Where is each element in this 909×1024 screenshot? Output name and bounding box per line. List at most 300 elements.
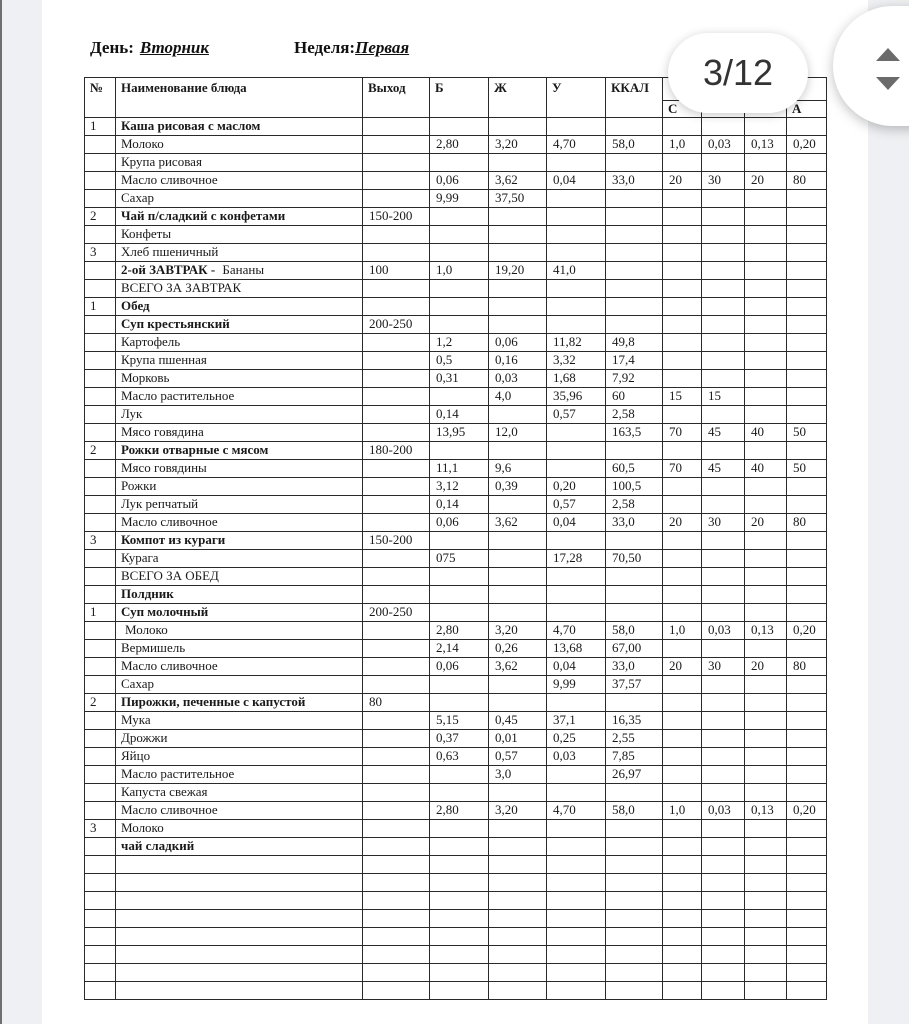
vitamin-a-cell xyxy=(787,280,827,298)
dish-name-text: Обед xyxy=(121,298,150,313)
dish-name-text: Яйцо xyxy=(121,748,151,763)
vitamin-2-cell: 30 xyxy=(702,658,745,676)
row-number-cell xyxy=(85,982,116,1000)
table-row xyxy=(85,640,827,658)
yield-cell xyxy=(363,622,430,640)
table-row xyxy=(85,226,827,244)
vitamin-a-cell xyxy=(787,604,827,622)
carbs-cell xyxy=(547,226,606,244)
table-row xyxy=(85,352,827,370)
kcal-cell xyxy=(606,442,663,460)
yield-cell: 180-200 xyxy=(363,442,430,460)
row-number-cell xyxy=(85,460,116,478)
dish-name-text: Вермишель xyxy=(121,640,186,655)
carbs-cell xyxy=(547,586,606,604)
fat-cell xyxy=(489,856,547,874)
row-number-cell xyxy=(85,874,116,892)
kcal-cell xyxy=(606,838,663,856)
row-number-cell xyxy=(85,406,116,424)
vitamin-3-cell xyxy=(745,784,787,802)
vitamin-2-cell: 45 xyxy=(702,460,745,478)
vitamin-2-cell: 45 xyxy=(702,424,745,442)
yield-cell xyxy=(363,514,430,532)
vitamin-2-cell xyxy=(702,748,745,766)
protein-cell xyxy=(430,226,489,244)
dish-name-text: Мука xyxy=(121,712,151,727)
vitamin-c-cell xyxy=(663,370,702,388)
col-subheader-a: А xyxy=(787,101,827,118)
fat-cell xyxy=(489,568,547,586)
vitamin-a-cell: 80 xyxy=(787,658,827,676)
col-header-protein: Б xyxy=(430,78,489,118)
protein-cell xyxy=(430,838,489,856)
vitamin-a-cell: 0,20 xyxy=(787,622,827,640)
menu-table-body xyxy=(85,118,827,1000)
protein-cell: 9,99 xyxy=(430,190,489,208)
vitamin-2-cell xyxy=(702,118,745,136)
kcal-cell xyxy=(606,946,663,964)
vitamin-a-cell xyxy=(787,892,827,910)
dish-name-cell xyxy=(116,694,363,712)
vitamin-3-cell xyxy=(745,334,787,352)
table-row xyxy=(85,460,827,478)
table-row xyxy=(85,244,827,262)
row-number-cell xyxy=(85,550,116,568)
dish-name-text: Дрожжи xyxy=(121,730,168,745)
vitamin-3-cell xyxy=(745,388,787,406)
vitamin-3-cell xyxy=(745,766,787,784)
kcal-cell xyxy=(606,208,663,226)
dish-name-cell xyxy=(116,892,363,910)
yield-cell: 80 xyxy=(363,694,430,712)
day-value: Вторник xyxy=(139,38,209,57)
vitamin-2-cell xyxy=(702,280,745,298)
table-row xyxy=(85,604,827,622)
row-number-cell xyxy=(85,262,116,280)
carbs-cell xyxy=(547,604,606,622)
vitamin-3-cell xyxy=(745,712,787,730)
row-number-cell xyxy=(85,424,116,442)
vitamin-2-cell xyxy=(702,190,745,208)
vitamin-c-cell xyxy=(663,910,702,928)
vitamin-a-cell xyxy=(787,388,827,406)
dish-name-text: Лук репчатый xyxy=(121,496,199,511)
row-number-cell xyxy=(85,154,116,172)
vitamin-c-cell xyxy=(663,280,702,298)
vitamin-2-cell xyxy=(702,640,745,658)
table-row xyxy=(85,154,827,172)
vitamin-a-cell xyxy=(787,262,827,280)
protein-cell: 0,63 xyxy=(430,748,489,766)
dish-name-text: ВСЕГО ЗА ОБЕД xyxy=(121,568,219,583)
row-number-cell xyxy=(85,316,116,334)
vitamin-a-cell xyxy=(787,766,827,784)
fat-cell xyxy=(489,964,547,982)
kcal-cell xyxy=(606,532,663,550)
fat-cell xyxy=(489,694,547,712)
vitamin-2-cell xyxy=(702,568,745,586)
vitamin-c-cell: 70 xyxy=(663,460,702,478)
dish-name-text: Масло сливочное xyxy=(121,658,218,673)
kcal-cell xyxy=(606,118,663,136)
protein-cell xyxy=(430,118,489,136)
vitamin-2-cell xyxy=(702,586,745,604)
carbs-cell: 0,03 xyxy=(547,748,606,766)
protein-cell xyxy=(430,586,489,604)
vitamin-a-cell: 80 xyxy=(787,172,827,190)
fat-cell: 3,20 xyxy=(489,136,547,154)
vitamin-3-cell xyxy=(745,532,787,550)
protein-cell xyxy=(430,244,489,262)
table-row xyxy=(85,910,827,928)
fat-cell: 0,26 xyxy=(489,640,547,658)
week-label: Неделя: xyxy=(294,38,356,57)
yield-cell xyxy=(363,946,430,964)
dish-name-text: Морковь xyxy=(121,370,170,385)
fat-cell xyxy=(489,892,547,910)
vitamin-c-cell: 20 xyxy=(663,658,702,676)
carbs-cell xyxy=(547,892,606,910)
kcal-cell xyxy=(606,982,663,1000)
col-subheader-c: С xyxy=(663,101,702,118)
dish-name-cell xyxy=(116,532,363,550)
vitamin-3-cell: 0,13 xyxy=(745,802,787,820)
fat-cell xyxy=(489,784,547,802)
page-indicator: 3/12 xyxy=(668,33,808,113)
vitamin-c-cell xyxy=(663,262,702,280)
row-number-cell xyxy=(85,784,116,802)
vitamin-c-cell xyxy=(663,406,702,424)
fat-cell: 0,01 xyxy=(489,730,547,748)
vitamin-a-cell xyxy=(787,298,827,316)
fat-cell xyxy=(489,244,547,262)
vitamin-2-cell xyxy=(702,316,745,334)
vitamin-2-cell xyxy=(702,334,745,352)
yield-cell xyxy=(363,118,430,136)
vitamin-c-cell xyxy=(663,352,702,370)
protein-cell xyxy=(430,856,489,874)
table-row xyxy=(85,424,827,442)
table-row xyxy=(85,766,827,784)
dish-name-cell xyxy=(116,172,363,190)
table-row xyxy=(85,586,827,604)
yield-cell xyxy=(363,928,430,946)
table-row xyxy=(85,208,827,226)
vitamin-2-cell xyxy=(702,892,745,910)
fat-cell xyxy=(489,676,547,694)
fat-cell xyxy=(489,406,547,424)
protein-cell: 2,80 xyxy=(430,622,489,640)
row-number-cell xyxy=(85,802,116,820)
vitamin-2-cell xyxy=(702,730,745,748)
vitamin-3-cell xyxy=(745,316,787,334)
table-row xyxy=(85,442,827,460)
carbs-cell: 0,04 xyxy=(547,514,606,532)
vitamin-3-cell xyxy=(745,352,787,370)
carbs-cell xyxy=(547,154,606,172)
table-row xyxy=(85,406,827,424)
vitamin-a-cell: 80 xyxy=(787,514,827,532)
yield-cell xyxy=(363,352,430,370)
fat-cell xyxy=(489,154,547,172)
carbs-cell: 4,70 xyxy=(547,802,606,820)
vitamin-a-cell xyxy=(787,478,827,496)
fat-cell: 37,50 xyxy=(489,190,547,208)
vitamin-c-cell xyxy=(663,946,702,964)
dish-name-text: Каша рисовая с маслом xyxy=(121,118,261,133)
kcal-cell: 100,5 xyxy=(606,478,663,496)
vitamin-2-cell: 0,03 xyxy=(702,136,745,154)
vitamin-3-cell xyxy=(745,676,787,694)
vitamin-3-cell xyxy=(745,478,787,496)
day-label: День: xyxy=(90,38,134,57)
protein-cell xyxy=(430,154,489,172)
kcal-cell: 58,0 xyxy=(606,802,663,820)
row-number-cell: 1 xyxy=(85,604,116,622)
vitamin-3-cell xyxy=(745,640,787,658)
dish-name-cell xyxy=(116,388,363,406)
dish-name-cell xyxy=(116,676,363,694)
vitamin-c-cell: 20 xyxy=(663,514,702,532)
vitamin-a-cell xyxy=(787,334,827,352)
carbs-cell xyxy=(547,190,606,208)
dish-name-cell xyxy=(116,568,363,586)
vitamin-a-cell xyxy=(787,910,827,928)
dish-name-cell xyxy=(116,730,363,748)
table-row xyxy=(85,622,827,640)
dish-name-text: Крупа пшенная xyxy=(121,352,207,367)
carbs-cell xyxy=(547,208,606,226)
dish-name-cell xyxy=(116,964,363,982)
table-row xyxy=(85,334,827,352)
kcal-cell xyxy=(606,568,663,586)
fat-cell xyxy=(489,496,547,514)
vitamin-a-cell xyxy=(787,748,827,766)
yield-cell xyxy=(363,172,430,190)
kcal-cell: 2,58 xyxy=(606,496,663,514)
carbs-cell: 11,82 xyxy=(547,334,606,352)
kcal-cell: 70,50 xyxy=(606,550,663,568)
vitamin-3-cell: 40 xyxy=(745,424,787,442)
vitamin-c-cell xyxy=(663,676,702,694)
carbs-cell xyxy=(547,280,606,298)
protein-cell: 0,14 xyxy=(430,496,489,514)
dish-name-cell xyxy=(116,820,363,838)
vitamin-2-cell xyxy=(702,550,745,568)
vitamin-2-cell: 30 xyxy=(702,172,745,190)
protein-cell: 5,15 xyxy=(430,712,489,730)
table-row xyxy=(85,820,827,838)
kcal-cell: 67,00 xyxy=(606,640,663,658)
vitamin-3-cell xyxy=(745,838,787,856)
fat-cell: 0,39 xyxy=(489,478,547,496)
protein-cell xyxy=(430,820,489,838)
vitamin-c-cell xyxy=(663,784,702,802)
dish-name-cell xyxy=(116,802,363,820)
protein-cell: 1,2 xyxy=(430,334,489,352)
protein-cell: 13,95 xyxy=(430,424,489,442)
vitamin-2-cell: 0,03 xyxy=(702,802,745,820)
document-page xyxy=(42,0,868,1024)
yield-cell xyxy=(363,334,430,352)
dish-name-text: Лук xyxy=(121,406,143,421)
row-number-cell xyxy=(85,370,116,388)
protein-cell xyxy=(430,766,489,784)
vitamin-a-cell xyxy=(787,118,827,136)
vitamin-2-cell xyxy=(702,946,745,964)
protein-cell xyxy=(430,280,489,298)
vitamin-2-cell: 30 xyxy=(702,514,745,532)
row-number-cell xyxy=(85,622,116,640)
yield-cell xyxy=(363,388,430,406)
dish-name-text: Молоко xyxy=(121,136,164,151)
dish-name-cell xyxy=(116,352,363,370)
protein-cell: 075 xyxy=(430,550,489,568)
table-row xyxy=(85,892,827,910)
protein-cell xyxy=(430,784,489,802)
kcal-cell xyxy=(606,244,663,262)
dish-name-cell xyxy=(116,766,363,784)
dish-name-text: Пирожки, печенные с капустой xyxy=(121,694,306,709)
vitamin-c-cell xyxy=(663,496,702,514)
vitamin-2-cell xyxy=(702,838,745,856)
dish-name-text: Хлеб пшеничный xyxy=(121,244,219,259)
kcal-cell: 16,35 xyxy=(606,712,663,730)
yield-cell xyxy=(363,874,430,892)
carbs-cell xyxy=(547,910,606,928)
vitamin-3-cell xyxy=(745,262,787,280)
row-number-cell: 2 xyxy=(85,694,116,712)
kcal-cell: 37,57 xyxy=(606,676,663,694)
yield-cell xyxy=(363,676,430,694)
carbs-cell xyxy=(547,532,606,550)
dish-name-text: Рожки отварные с мясом xyxy=(121,442,269,457)
protein-cell xyxy=(430,316,489,334)
vitamin-a-cell xyxy=(787,244,827,262)
yield-cell xyxy=(363,424,430,442)
carbs-cell: 0,57 xyxy=(547,496,606,514)
vitamin-a-cell xyxy=(787,550,827,568)
vitamin-a-cell xyxy=(787,964,827,982)
carbs-cell xyxy=(547,694,606,712)
yield-cell xyxy=(363,730,430,748)
dish-name-cell xyxy=(116,550,363,568)
table-row xyxy=(85,190,827,208)
kcal-cell: 7,85 xyxy=(606,748,663,766)
vitamin-3-cell xyxy=(745,910,787,928)
carbs-cell: 3,32 xyxy=(547,352,606,370)
dish-name-text: Картофель xyxy=(121,334,181,349)
vitamin-2-cell xyxy=(702,298,745,316)
carbs-cell: 37,1 xyxy=(547,712,606,730)
yield-cell xyxy=(363,892,430,910)
vitamin-c-cell: 70 xyxy=(663,424,702,442)
fat-cell: 0,06 xyxy=(489,334,547,352)
carbs-cell xyxy=(547,766,606,784)
table-row xyxy=(85,694,827,712)
protein-cell: 1,0 xyxy=(430,262,489,280)
vitamin-3-cell xyxy=(745,874,787,892)
dish-name-text: Масло сливочное xyxy=(121,802,218,817)
dish-name-cell xyxy=(116,136,363,154)
vitamin-a-cell xyxy=(787,946,827,964)
row-number-cell xyxy=(85,334,116,352)
vitamin-2-cell xyxy=(702,874,745,892)
vitamin-a-cell xyxy=(787,982,827,1000)
kcal-cell: 33,0 xyxy=(606,658,663,676)
vitamin-c-cell xyxy=(663,532,702,550)
protein-cell: 0,37 xyxy=(430,730,489,748)
table-row xyxy=(85,496,827,514)
vitamin-c-cell xyxy=(663,604,702,622)
dish-name-cell xyxy=(116,874,363,892)
yield-cell xyxy=(363,910,430,928)
protein-cell: 0,06 xyxy=(430,658,489,676)
fat-cell xyxy=(489,946,547,964)
protein-cell: 2,80 xyxy=(430,136,489,154)
yield-cell: 150-200 xyxy=(363,208,430,226)
table-row xyxy=(85,262,827,280)
vitamin-a-cell xyxy=(787,406,827,424)
vitamin-2-cell xyxy=(702,154,745,172)
carbs-cell xyxy=(547,244,606,262)
fat-cell xyxy=(489,874,547,892)
protein-cell xyxy=(430,676,489,694)
vitamin-3-cell xyxy=(745,928,787,946)
scroll-up-arrow-icon xyxy=(876,48,900,61)
col-header-carbs: У xyxy=(547,78,606,118)
vitamin-3-cell: 40 xyxy=(745,460,787,478)
col-header-fat: Ж xyxy=(489,78,547,118)
table-row xyxy=(85,784,827,802)
vitamin-3-cell xyxy=(745,154,787,172)
carbs-cell: 35,96 xyxy=(547,388,606,406)
vitamin-c-cell xyxy=(663,316,702,334)
vitamin-c-cell xyxy=(663,478,702,496)
vitamin-c-cell xyxy=(663,208,702,226)
vitamin-a-cell xyxy=(787,820,827,838)
row-number-cell xyxy=(85,676,116,694)
row-number-cell xyxy=(85,640,116,658)
vitamin-2-cell xyxy=(702,352,745,370)
carbs-cell xyxy=(547,874,606,892)
dish-name-cell xyxy=(116,478,363,496)
protein-cell: 0,5 xyxy=(430,352,489,370)
table-row xyxy=(85,964,827,982)
row-number-cell xyxy=(85,280,116,298)
row-number-cell xyxy=(85,496,116,514)
vitamin-2-cell: 0,03 xyxy=(702,622,745,640)
col-header-kcal: ККАЛ xyxy=(606,78,663,118)
vitamin-3-cell: 20 xyxy=(745,658,787,676)
kcal-cell xyxy=(606,928,663,946)
protein-cell xyxy=(430,298,489,316)
day-heading xyxy=(90,38,209,58)
dish-name-text: Мясо говядины xyxy=(121,460,207,475)
yield-cell xyxy=(363,154,430,172)
row-number-cell xyxy=(85,892,116,910)
protein-cell xyxy=(430,982,489,1000)
row-number-cell xyxy=(85,748,116,766)
fat-cell: 3,62 xyxy=(489,514,547,532)
vitamin-2-cell xyxy=(702,478,745,496)
yield-cell xyxy=(363,460,430,478)
vitamin-c-cell xyxy=(663,190,702,208)
vitamin-2-cell xyxy=(702,964,745,982)
dish-name-text: Рожки xyxy=(121,478,157,493)
vitamin-a-cell: 50 xyxy=(787,460,827,478)
dish-name-text: Молоко xyxy=(121,820,164,835)
